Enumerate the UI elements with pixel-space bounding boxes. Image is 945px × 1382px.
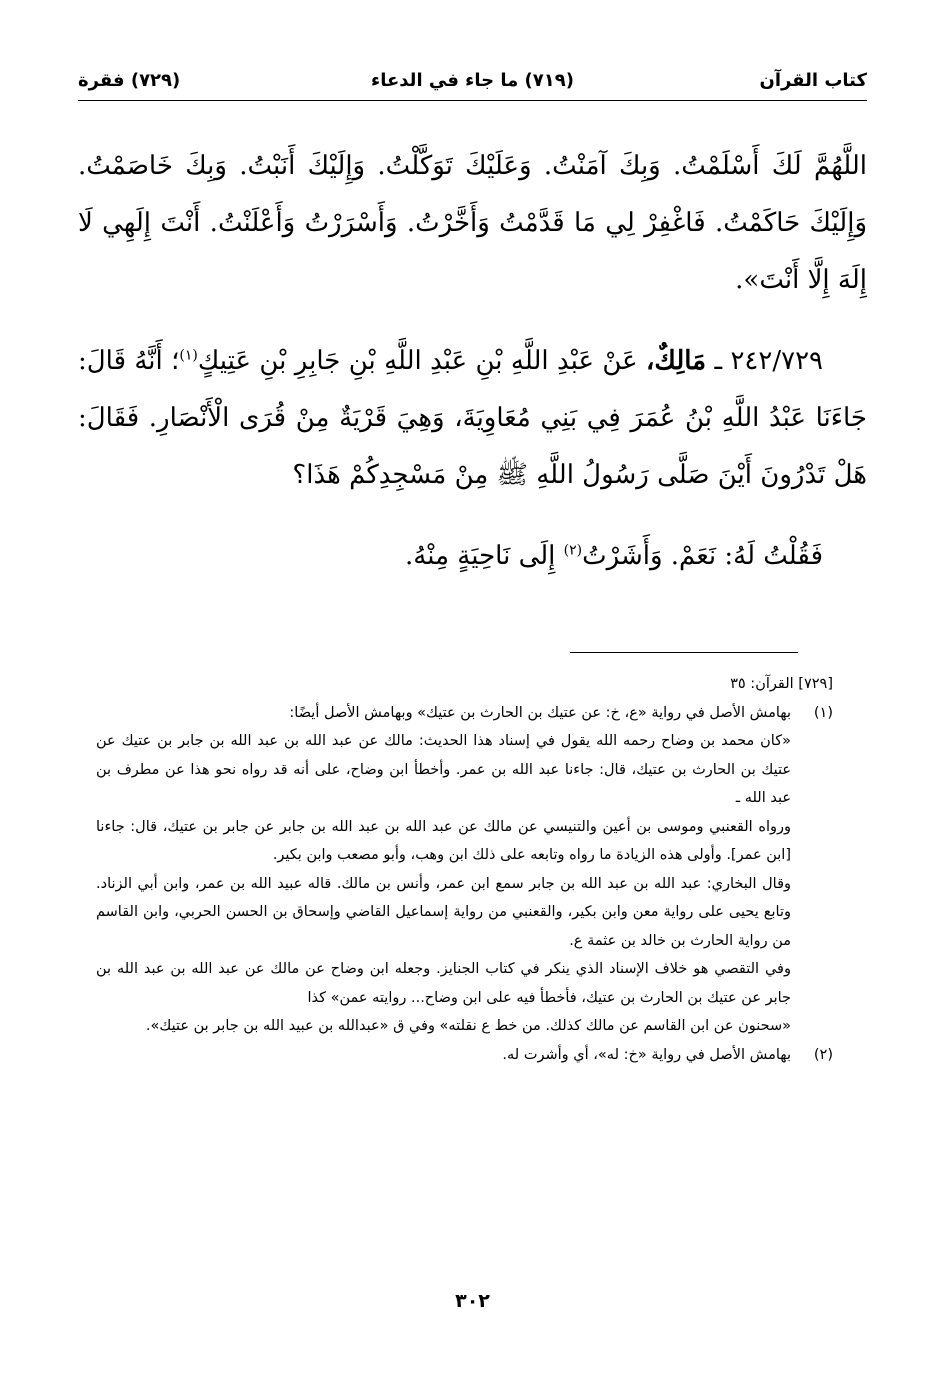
footnote-1 xyxy=(96,699,833,1041)
header-paragraph-number: (٧٢٩) فقرة xyxy=(78,70,181,91)
reply-text-2: إِلَى نَاحِيَةٍ مِنْهُ. xyxy=(405,541,564,571)
footnote-separator xyxy=(570,652,798,653)
footnote-ref-2[interactable]: (٢) xyxy=(563,542,583,559)
dua-text: اللَّهُمَّ لَكَ أَسْلَمْتُ. وَبِكَ آمَنْتُ. وَعَلَيْكَ تَوَكَّلْتُ. وَإِلَيْكَ أَنَبْتُ. وَبِكَ خَاصَمْتُ. وَإِلَيْكَ حَاكَمْتُ. فَاغْفِرْ لِي مَا قَدَّمْتُ وَأَخَّرْتُ. وَأَسْرَرْتُ وَأَعْلَنْتُ. أَنْتَ إِلَهِي لَا إِلَهَ إِلَّا أَنْتَ». xyxy=(78,151,867,295)
hadith-paragraph xyxy=(78,333,867,504)
quran-reference xyxy=(96,670,833,699)
footnote-1-line: ورواه القعنبي وموسى بن أعين والتنيسي عن مالك عن عبد الله بن عبد الله بن جابر عن جابر بن عتيك، قال: جاءنا [ابن عمر]. وأولى هذه الزيادة ما رواه وتابعه على ذلك ابن وهب، وأبو مصعب وابن بكير. xyxy=(96,818,791,863)
header-section-title: (٧١٩) ما جاء في الدعاء xyxy=(371,70,574,91)
footnote-1-line: بهامش الأصل في رواية «ع، خ: عن عتيك بن الحارث بن عتيك» وبهامش الأصل أيضًا: xyxy=(289,704,791,721)
footnote-1-number: (١) xyxy=(813,704,833,721)
hadith-text-2: ؛ أَنَّهُ قَالَ: جَاءَنَا عَبْدُ اللَّهِ بْنُ عُمَرَ فِي بَنِي مُعَاوِيَةَ، وَهِيَ قَرْيَةٌ مِنْ قُرَى الْأَنْصَارِ. فَقَالَ: هَلْ تَدْرُونَ أَيْنَ صَلَّى رَسُولُ اللَّهِ ﷺ مِنْ مَسْجِدِكُمْ هَذَا؟ xyxy=(78,346,868,490)
footnote-2-text: بهامش الأصل في رواية «خ: له»، أي وأشرت له. xyxy=(502,1046,791,1063)
footnote-1-line: وقال البخاري: عبد الله بن عبد الله بن جابر سمع ابن عمر، وأنس بن مالك. قاله عبيد الله بن عمر، وابن أبي الزناد. وتابع يحيى على رواية معن وابن بكير، والقعنبي من رواية إسماعيل القاضي وإسحاق بن الحسن الحربي، وابن القاسم من رواية الحارث بن خالد بن عثمة ع. xyxy=(96,875,791,949)
footnotes xyxy=(96,670,833,1069)
footnote-1-line: وفي التقصي هو خلاف الإسناد الذي ينكر في كتاب الجنايز. وجعله ابن وضاح عن مالك عن عبد الله بن عبد الله بن جابر عن عتيك بن الحارث بن عتيك، فأخطأ فيه على ابن وضاح... روايته عمن» كذا xyxy=(96,961,791,1006)
header-book-title: كتاب القرآن xyxy=(759,70,867,91)
footnote-2-number: (٢) xyxy=(813,1046,833,1063)
footnote-ref-1[interactable]: (١) xyxy=(179,347,198,364)
dua-paragraph xyxy=(78,138,867,309)
footnote-1-line: «سحنون عن ابن القاسم عن مالك كذلك. من خط ع نقلته» وفي ق «عبدالله بن عبيد الله بن جابر بن عتيك». xyxy=(145,1018,791,1034)
narrator-name: مَالِكٌ، xyxy=(646,346,707,376)
reply-text-1: فَقُلْتُ لَهُ: نَعَمْ. وَأَشَرْتُ xyxy=(582,541,823,571)
page-number: ٣٠٢ xyxy=(455,1290,490,1312)
quran-reference-text: القرآن: ٣٥ xyxy=(730,676,794,692)
hadith-number: ٢٤٢/٧٢٩ ـ xyxy=(714,346,824,376)
hadith-text-1: عَنْ عَبْدِ اللَّهِ بْنِ عَبْدِ اللَّهِ بْنِ جَابِرِ بْنِ عَتِيكٍ xyxy=(197,346,638,376)
footnote-2 xyxy=(96,1041,833,1070)
reply-paragraph xyxy=(78,528,867,585)
quran-reference-number: [٧٢٩] xyxy=(798,676,833,692)
running-header xyxy=(78,64,867,101)
main-text xyxy=(78,138,867,585)
footnote-1-line: «كان محمد بن وضاح رحمه الله يقول في إسناد هذا الحديث: مالك عن عبد الله بن عبد الله بن جابر بن عتيك عن عتيك بن الحارث بن عتيك، قال: جاءنا عبد الله بن عمر. وأخطأ ابن وضاح، على أنه قد رواه نحو هذا عن مطرف بن عبد الله ـ xyxy=(96,733,791,806)
